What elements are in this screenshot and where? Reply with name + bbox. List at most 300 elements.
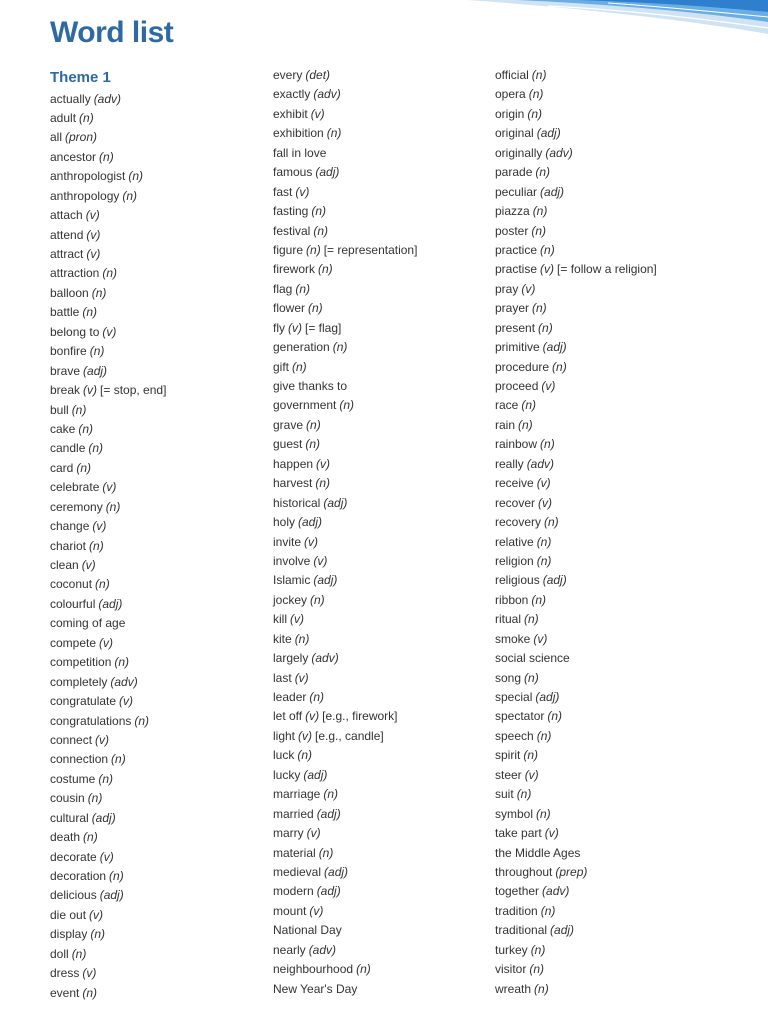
word: religion bbox=[495, 553, 534, 568]
word: involve bbox=[273, 553, 311, 568]
word-entry bbox=[50, 925, 166, 944]
word: piazza bbox=[495, 204, 530, 219]
word: receive bbox=[495, 476, 534, 491]
word-entry bbox=[273, 844, 417, 863]
word-entry bbox=[273, 280, 417, 299]
part-of-speech: (n) bbox=[88, 441, 104, 456]
part-of-speech: (adj) bbox=[298, 515, 323, 530]
part-of-speech: (adv) bbox=[311, 651, 339, 666]
part-of-speech: (v) bbox=[290, 612, 304, 627]
word-entry bbox=[495, 669, 657, 688]
part-of-speech: (n) bbox=[531, 223, 547, 238]
word-entry bbox=[273, 416, 417, 435]
word: colourful bbox=[50, 596, 96, 611]
word: fast bbox=[273, 184, 293, 199]
word-entry bbox=[50, 187, 166, 206]
word: decoration bbox=[50, 869, 107, 883]
word-entry bbox=[495, 124, 657, 143]
word: Islamic bbox=[273, 573, 311, 588]
part-of-speech: (v) bbox=[83, 383, 98, 398]
part-of-speech: (n) bbox=[552, 359, 567, 374]
part-of-speech: (adj) bbox=[324, 864, 349, 879]
word-entry bbox=[273, 124, 417, 143]
word: decorate bbox=[50, 849, 97, 864]
part-of-speech: (v) bbox=[86, 247, 101, 261]
word: symbol bbox=[495, 806, 534, 821]
word-entry bbox=[273, 921, 417, 940]
part-of-speech: (v) bbox=[288, 320, 302, 335]
part-of-speech: (n) bbox=[78, 421, 94, 436]
part-of-speech: (adv) bbox=[545, 145, 573, 160]
part-of-speech: (adj) bbox=[542, 573, 567, 588]
word: generation bbox=[273, 340, 330, 355]
part-of-speech: (v) bbox=[99, 849, 114, 864]
word: all bbox=[50, 130, 63, 145]
word-entry bbox=[495, 455, 657, 474]
word: largely bbox=[273, 651, 309, 666]
word: visitor bbox=[495, 962, 527, 977]
word-entry bbox=[50, 90, 166, 109]
part-of-speech: (v) bbox=[310, 106, 325, 121]
word-entry bbox=[50, 517, 166, 536]
word: rain bbox=[495, 417, 516, 432]
part-of-speech: (n) bbox=[306, 417, 321, 432]
part-of-speech: (v) bbox=[294, 670, 309, 685]
part-of-speech: (n) bbox=[128, 169, 144, 184]
word: clean bbox=[50, 558, 79, 572]
word-column-3 bbox=[495, 66, 657, 999]
word: marry bbox=[273, 826, 304, 841]
usage-note: [= representation] bbox=[323, 242, 418, 257]
part-of-speech: (v) bbox=[82, 966, 97, 981]
word: harvest bbox=[273, 476, 313, 491]
part-of-speech: (v) bbox=[81, 558, 96, 572]
word-entry bbox=[273, 260, 417, 279]
word: fall in love bbox=[273, 145, 327, 160]
part-of-speech: (v) bbox=[99, 635, 114, 650]
page-title: Word list bbox=[50, 16, 174, 49]
word: invite bbox=[273, 534, 302, 549]
word-entry bbox=[50, 303, 166, 322]
usage-note: [e.g., firework] bbox=[322, 709, 398, 724]
word: suit bbox=[495, 787, 514, 802]
word-entry bbox=[50, 828, 166, 847]
word: leader bbox=[273, 690, 307, 704]
word-entry bbox=[273, 222, 417, 241]
word: dress bbox=[50, 966, 80, 981]
word-entry bbox=[273, 746, 417, 765]
word-entry bbox=[495, 688, 657, 707]
word: ritual bbox=[495, 612, 522, 627]
word: medieval bbox=[273, 864, 322, 879]
word: poster bbox=[495, 223, 529, 238]
word: chariot bbox=[50, 538, 87, 553]
word-entry bbox=[495, 396, 657, 415]
part-of-speech: (adv) bbox=[526, 456, 555, 471]
word: famous bbox=[273, 165, 313, 180]
word: procedure bbox=[495, 359, 550, 374]
word-entry bbox=[273, 358, 417, 377]
word: practice bbox=[495, 242, 538, 257]
word-entry bbox=[50, 848, 166, 867]
word-entry bbox=[273, 299, 417, 318]
word: recover bbox=[495, 495, 536, 510]
word-entry bbox=[495, 941, 657, 960]
part-of-speech: (n) bbox=[109, 869, 124, 883]
word-entry bbox=[50, 459, 166, 478]
word: holy bbox=[273, 515, 296, 530]
word-entry bbox=[273, 163, 417, 182]
word: congratulations bbox=[50, 713, 132, 728]
part-of-speech: (v) bbox=[524, 767, 539, 782]
word: attract bbox=[50, 247, 84, 261]
word-entry bbox=[50, 109, 166, 128]
word-entry bbox=[50, 226, 166, 245]
part-of-speech: (adj) bbox=[323, 495, 348, 510]
part-of-speech: (n) bbox=[521, 398, 537, 413]
word-entry bbox=[495, 105, 657, 124]
word-entry bbox=[495, 902, 657, 921]
part-of-speech: (v) bbox=[295, 184, 310, 199]
word: cake bbox=[50, 421, 76, 436]
word: the Middle Ages bbox=[495, 845, 581, 860]
part-of-speech: (n) bbox=[87, 791, 103, 806]
word: attraction bbox=[50, 266, 100, 281]
word-entry bbox=[50, 673, 166, 692]
word-entry bbox=[273, 552, 417, 571]
word: marriage bbox=[273, 787, 321, 802]
word-entry bbox=[50, 206, 166, 225]
word: connect bbox=[50, 732, 93, 747]
word-entry bbox=[50, 634, 166, 653]
word-entry bbox=[273, 863, 417, 882]
word-entry bbox=[50, 575, 166, 594]
word: ceremony bbox=[50, 499, 103, 514]
word-entry bbox=[495, 571, 657, 590]
word-entry bbox=[50, 692, 166, 711]
word-entry bbox=[273, 669, 417, 688]
word-entry bbox=[495, 144, 657, 163]
word: cultural bbox=[50, 810, 89, 825]
part-of-speech: (n) bbox=[524, 612, 539, 627]
word: mount bbox=[273, 903, 307, 918]
word-entry bbox=[50, 789, 166, 808]
word-entry bbox=[50, 381, 166, 400]
part-of-speech: (v) bbox=[521, 281, 536, 296]
word: attach bbox=[50, 208, 83, 223]
part-of-speech: (adj) bbox=[316, 806, 341, 821]
word-entry bbox=[495, 260, 657, 279]
part-of-speech: (n) bbox=[71, 946, 87, 961]
word-entry bbox=[495, 163, 657, 182]
word-entry bbox=[495, 474, 657, 493]
word-entry bbox=[495, 299, 657, 318]
word: last bbox=[273, 670, 292, 685]
word: costume bbox=[50, 771, 96, 786]
word-entry bbox=[273, 707, 417, 726]
part-of-speech: (v) bbox=[102, 324, 117, 339]
word-entry bbox=[50, 731, 166, 750]
word-entry bbox=[495, 377, 657, 396]
word: wreath bbox=[495, 981, 532, 996]
word-entry bbox=[273, 85, 417, 104]
part-of-speech: (v) bbox=[313, 553, 328, 568]
word-entry bbox=[50, 537, 166, 556]
part-of-speech: (n) bbox=[105, 499, 121, 514]
word: special bbox=[495, 690, 533, 704]
part-of-speech: (n) bbox=[310, 592, 325, 607]
word-entry bbox=[273, 902, 417, 921]
word-entry bbox=[50, 148, 166, 167]
word-entry bbox=[273, 144, 417, 163]
word: balloon bbox=[50, 285, 89, 300]
word: religious bbox=[495, 573, 540, 588]
word-entry bbox=[50, 614, 166, 633]
word-entry bbox=[495, 610, 657, 629]
word-entry bbox=[273, 338, 417, 357]
word-entry bbox=[495, 707, 657, 726]
part-of-speech: (n) bbox=[99, 149, 114, 164]
part-of-speech: (n) bbox=[90, 927, 106, 942]
part-of-speech: (n) bbox=[79, 110, 94, 125]
part-of-speech: (n) bbox=[297, 748, 313, 763]
part-of-speech: (n) bbox=[527, 106, 543, 121]
word: attend bbox=[50, 227, 84, 242]
word-entry bbox=[273, 610, 417, 629]
part-of-speech: (n) bbox=[318, 845, 334, 860]
part-of-speech: (v) bbox=[102, 480, 117, 495]
part-of-speech: (adj) bbox=[99, 888, 124, 903]
word-entry bbox=[273, 494, 417, 513]
part-of-speech: (n) bbox=[531, 592, 547, 607]
word: figure bbox=[273, 242, 304, 257]
part-of-speech: (n) bbox=[339, 398, 355, 413]
word: anthropologist bbox=[50, 169, 126, 184]
word-entry bbox=[495, 319, 657, 338]
part-of-speech: (v) bbox=[86, 227, 101, 242]
part-of-speech: (n) bbox=[114, 655, 130, 670]
word: happen bbox=[273, 456, 314, 471]
word-entry bbox=[50, 128, 166, 147]
word: flower bbox=[273, 301, 306, 316]
word-entry bbox=[50, 750, 166, 769]
word: recovery bbox=[495, 515, 542, 530]
word: belong to bbox=[50, 324, 100, 339]
word: proceed bbox=[495, 379, 539, 393]
part-of-speech: (adv) bbox=[110, 674, 138, 689]
word-entry bbox=[273, 980, 417, 999]
word-entry bbox=[50, 945, 166, 964]
part-of-speech: (v) bbox=[119, 694, 134, 709]
part-of-speech: (v) bbox=[536, 476, 551, 491]
word-entry bbox=[50, 245, 166, 264]
word-entry bbox=[273, 435, 417, 454]
word: die out bbox=[50, 907, 87, 922]
word: spirit bbox=[495, 748, 521, 763]
word-entry bbox=[50, 401, 166, 420]
part-of-speech: (n) bbox=[308, 301, 323, 316]
word-entry bbox=[495, 183, 657, 202]
word-entry bbox=[50, 712, 166, 731]
word-entry bbox=[495, 863, 657, 882]
word-entry bbox=[273, 183, 417, 202]
word-entry bbox=[273, 727, 417, 746]
word-entry bbox=[495, 844, 657, 863]
word: death bbox=[50, 830, 81, 845]
part-of-speech: (n) bbox=[295, 281, 311, 296]
word: bull bbox=[50, 402, 69, 417]
word: exhibit bbox=[273, 106, 308, 121]
part-of-speech: (v) bbox=[540, 262, 555, 277]
word-entry bbox=[495, 66, 657, 85]
word-entry bbox=[273, 571, 417, 590]
word: turkey bbox=[495, 942, 528, 957]
word-entry bbox=[273, 688, 417, 707]
word: light bbox=[273, 728, 296, 743]
word: let off bbox=[273, 709, 303, 724]
word: take part bbox=[495, 826, 542, 841]
word: kite bbox=[273, 631, 292, 646]
part-of-speech: (n) bbox=[529, 962, 545, 977]
word: anthropology bbox=[50, 188, 120, 203]
word: prayer bbox=[495, 301, 530, 316]
corner-decoration bbox=[428, 0, 768, 40]
part-of-speech: (n) bbox=[332, 340, 348, 355]
part-of-speech: (v) bbox=[541, 379, 556, 393]
word: grave bbox=[273, 417, 304, 432]
word-entry bbox=[50, 984, 166, 1003]
word: flag bbox=[273, 281, 293, 296]
word-entry bbox=[50, 770, 166, 789]
part-of-speech: (v) bbox=[316, 456, 331, 471]
part-of-speech: (v) bbox=[89, 907, 104, 922]
word-entry bbox=[273, 377, 417, 396]
part-of-speech: (adv) bbox=[93, 91, 122, 106]
word-entry bbox=[495, 85, 657, 104]
word-entry bbox=[273, 533, 417, 552]
part-of-speech: (adj) bbox=[550, 923, 575, 938]
word-entry bbox=[50, 886, 166, 905]
word: present bbox=[495, 320, 536, 335]
word: really bbox=[495, 456, 524, 471]
part-of-speech: (n) bbox=[536, 806, 551, 821]
word: event bbox=[50, 985, 80, 1000]
part-of-speech: (n) bbox=[530, 942, 546, 957]
part-of-speech: (n) bbox=[76, 460, 92, 475]
word: tradition bbox=[495, 903, 538, 918]
word: coconut bbox=[50, 577, 93, 592]
part-of-speech: (n) bbox=[536, 553, 552, 568]
part-of-speech: (adj) bbox=[91, 810, 116, 825]
word: National Day bbox=[273, 923, 342, 938]
word-entry bbox=[495, 202, 657, 221]
word-entry bbox=[273, 960, 417, 979]
part-of-speech: (adj) bbox=[535, 690, 560, 704]
word-entry bbox=[495, 805, 657, 824]
word: brave bbox=[50, 363, 81, 378]
word: married bbox=[273, 806, 314, 821]
word-entry bbox=[273, 66, 417, 85]
part-of-speech: (n) bbox=[532, 301, 547, 316]
word-entry bbox=[273, 513, 417, 532]
word: official bbox=[495, 68, 529, 82]
part-of-speech: (n) bbox=[305, 437, 321, 452]
word: compete bbox=[50, 635, 97, 650]
part-of-speech: (n) bbox=[102, 266, 118, 281]
word-column-2 bbox=[273, 66, 417, 999]
word-entry bbox=[495, 222, 657, 241]
word: smoke bbox=[495, 631, 531, 646]
word: steer bbox=[495, 767, 522, 782]
part-of-speech: (n) bbox=[547, 709, 563, 724]
part-of-speech: (n) bbox=[71, 402, 87, 417]
word: speech bbox=[495, 728, 534, 743]
part-of-speech: (v) bbox=[544, 826, 559, 841]
part-of-speech: (n) bbox=[540, 242, 555, 257]
word: lucky bbox=[273, 767, 301, 782]
part-of-speech: (pron) bbox=[65, 130, 98, 145]
part-of-speech: (n) bbox=[82, 985, 98, 1000]
part-of-speech: (n) bbox=[122, 188, 138, 203]
word: congratulate bbox=[50, 694, 117, 709]
word-entry bbox=[495, 358, 657, 377]
part-of-speech: (n) bbox=[294, 631, 310, 646]
word: traditional bbox=[495, 923, 548, 938]
part-of-speech: (n) bbox=[535, 165, 551, 180]
word-entry bbox=[495, 746, 657, 765]
part-of-speech: (adv) bbox=[542, 884, 570, 899]
theme-heading: Theme 1 bbox=[50, 69, 111, 86]
word-entry bbox=[273, 785, 417, 804]
word: New Year's Day bbox=[273, 981, 358, 996]
word-entry bbox=[273, 396, 417, 415]
word-entry bbox=[495, 882, 657, 901]
word-entry bbox=[273, 882, 417, 901]
word-entry bbox=[50, 478, 166, 497]
part-of-speech: (n) bbox=[523, 748, 539, 763]
word-entry bbox=[50, 906, 166, 925]
word: celebrate bbox=[50, 480, 100, 495]
part-of-speech: (n) bbox=[309, 690, 325, 704]
word: together bbox=[495, 884, 540, 899]
word: gift bbox=[273, 359, 290, 374]
word: ancestor bbox=[50, 149, 97, 164]
word: origin bbox=[495, 106, 525, 121]
word: ribbon bbox=[495, 592, 529, 607]
part-of-speech: (n) bbox=[516, 787, 532, 802]
word-entry bbox=[50, 420, 166, 439]
word: practise bbox=[495, 262, 538, 277]
part-of-speech: (n) bbox=[98, 771, 114, 786]
word: throughout bbox=[495, 864, 553, 879]
word: adult bbox=[50, 110, 77, 125]
part-of-speech: (adj) bbox=[313, 573, 338, 588]
part-of-speech: (n) bbox=[534, 981, 549, 996]
word: modern bbox=[273, 884, 314, 899]
word-entry bbox=[495, 435, 657, 454]
part-of-speech: (n) bbox=[518, 417, 533, 432]
word-entry bbox=[495, 649, 657, 668]
part-of-speech: (v) bbox=[85, 208, 100, 223]
word-entry bbox=[273, 319, 417, 338]
word: candle bbox=[50, 441, 86, 456]
word-entry bbox=[50, 264, 166, 283]
word-entry bbox=[495, 338, 657, 357]
word-entry bbox=[495, 921, 657, 940]
part-of-speech: (n) bbox=[356, 962, 371, 977]
word-entry bbox=[273, 455, 417, 474]
word-entry bbox=[273, 630, 417, 649]
